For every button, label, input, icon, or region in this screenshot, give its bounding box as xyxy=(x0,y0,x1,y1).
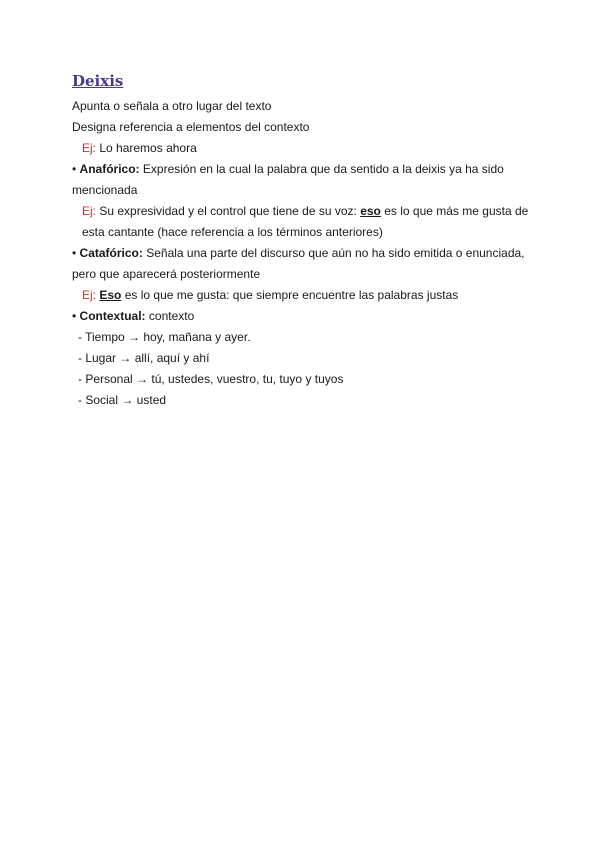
cataforico-term: Catafórico: xyxy=(79,246,143,260)
anaforico-term: Anafórico: xyxy=(79,162,140,176)
contextual-text: contexto xyxy=(148,309,195,323)
bullet: • xyxy=(72,309,77,323)
anaforico-text: Expresión en la cual la palabra que da sentido a la deixis ya ha sido mencionada xyxy=(72,162,504,197)
contextual-item xyxy=(72,306,532,327)
cataforico-item xyxy=(72,243,532,285)
cataforico-text: Señala una parte del discurso que aún no ha sido emitida o enunciada, pero que aparecerá posteriormente xyxy=(72,246,525,281)
cataforico-example-after: es lo que me gusta: que siempre encuentre las palabras justas xyxy=(124,288,459,302)
document-page xyxy=(72,68,532,411)
anaforico-example-key: eso xyxy=(360,204,381,218)
cataforico-example-key: Eso xyxy=(99,288,122,302)
contextual-term: Contextual: xyxy=(79,309,146,323)
example-label: Ej: xyxy=(82,141,97,155)
anaforico-example-before: Su expresividad y el control que tiene de su voz: xyxy=(99,204,357,218)
anaforico-example-after: es lo que más me gusta de esta cantante (hace referencia a los términos anteriores) xyxy=(82,204,529,239)
cataforico-example xyxy=(72,285,532,306)
contextual-subitem: - Lugar → allí, aquí y ahí xyxy=(78,351,210,365)
example-line-1 xyxy=(72,138,532,159)
intro-line-2: Designa referencia a elementos del contexto xyxy=(72,120,310,134)
contextual-subitem: - Personal → tú, ustedes, vuestro, tu, tuyo y tuyos xyxy=(78,372,344,386)
contextual-subitem: - Tiempo → hoy, mañana y ayer. xyxy=(78,330,251,344)
contextual-subitem: - Social → usted xyxy=(78,393,167,407)
bullet: • xyxy=(72,162,77,176)
example-label: Ej: xyxy=(82,204,97,218)
anaforico-example xyxy=(72,201,532,243)
example-label: Ej: xyxy=(82,288,97,302)
example-text: Lo haremos ahora xyxy=(99,141,197,155)
bullet: • xyxy=(72,246,77,260)
page-title: Deixis xyxy=(72,72,124,90)
intro-line-1: Apunta o señala a otro lugar del texto xyxy=(72,99,272,113)
anaforico-item xyxy=(72,159,532,201)
